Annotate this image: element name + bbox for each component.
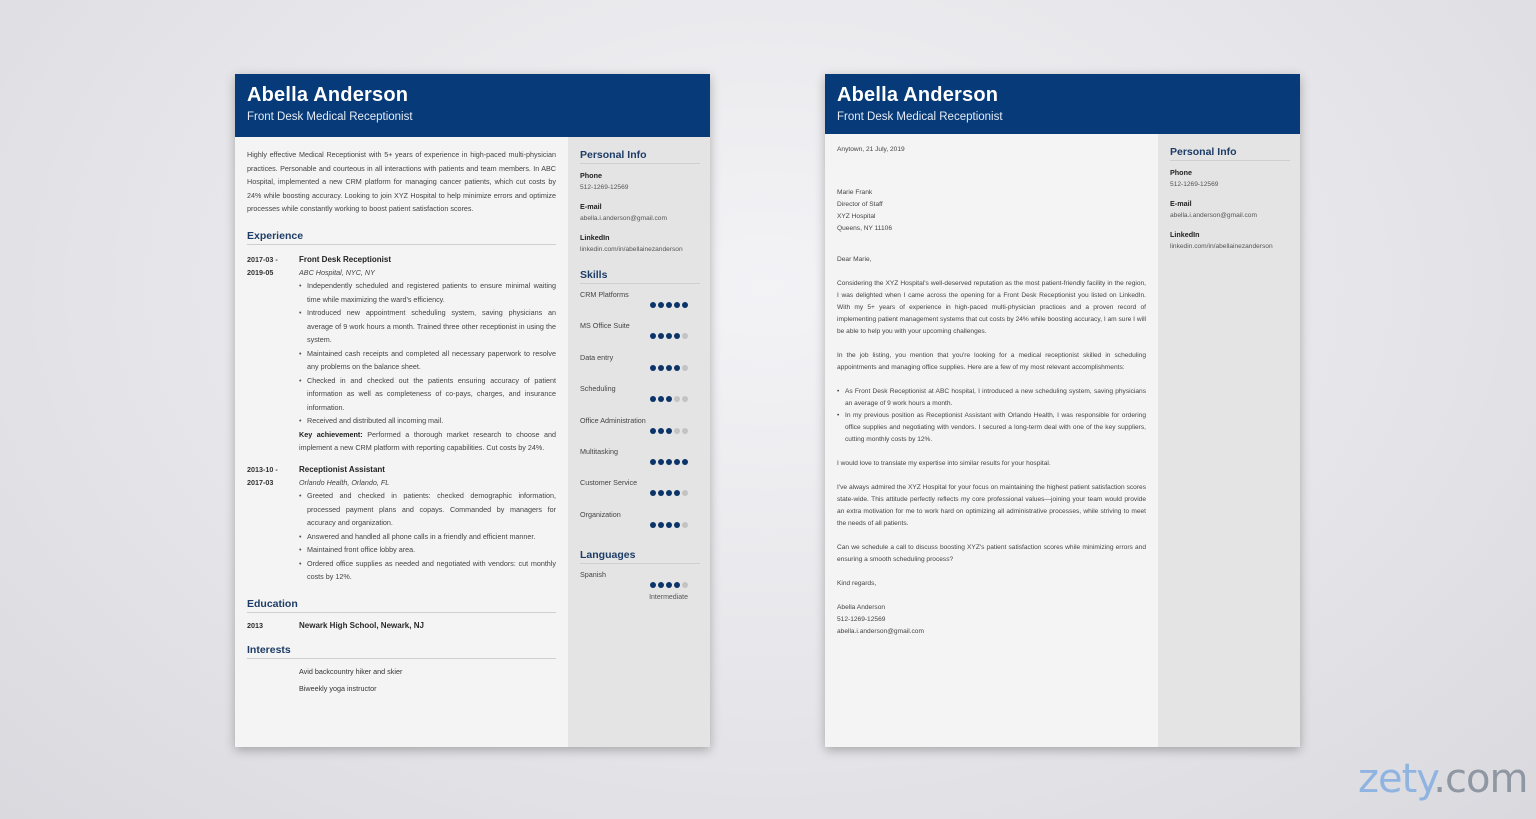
job-bullet: • Received and distributed all incoming mail. xyxy=(299,414,556,428)
skill-name: Organization xyxy=(580,509,621,519)
rating-dot-filled xyxy=(658,365,664,371)
logo-main: zety xyxy=(1358,756,1434,802)
rating-dot-filled xyxy=(650,333,656,339)
rating-dot-filled xyxy=(682,302,688,308)
zety-logo xyxy=(1358,756,1527,802)
rating-dot-filled xyxy=(650,522,656,528)
letter-paragraph: I've always admired the XYZ Hospital for your focus on maintaining the highest patient satisfaction scores state-wide. This attitude perfectly reflects my core professional values—joining your team would provide an extra motivation for me to work hard on optimizing all administrative processes, while striving to meet the needs of all patients. xyxy=(837,484,1146,527)
skill-rating xyxy=(650,582,688,588)
rating-dot-filled xyxy=(666,490,672,496)
resume-main xyxy=(247,148,556,697)
skill-item xyxy=(580,510,700,541)
rating-dot-filled xyxy=(658,302,664,308)
language-name: Spanish xyxy=(580,570,606,580)
letter-bullet: • As Front Desk Receptionist at ABC hospital, I introduced a new scheduling system, saving physicians an average of 9 work hours a month. xyxy=(837,386,1146,410)
email-label: E-mail xyxy=(1170,199,1192,208)
job-bullets xyxy=(299,489,556,584)
rating-dot-filled xyxy=(650,302,656,308)
interest-item: Avid backcountry hiker and skier xyxy=(299,666,403,676)
email-label: E-mail xyxy=(580,202,602,211)
logo-suffix: .com xyxy=(1433,756,1528,802)
skill-item xyxy=(580,353,700,384)
skill-name: Scheduling xyxy=(580,384,616,394)
job-bullet: • Maintained cash receipts and completed all necessary paperwork to resolve any problems on the balance sheet. xyxy=(299,347,556,374)
key-achievement-text: Performed a thorough market research to choose and implement a new CRM platform with reporting capabilities. Cut costs by 24%. xyxy=(299,429,557,452)
job-date-end: 2017-03 xyxy=(247,478,274,487)
job-bullets xyxy=(299,279,556,428)
rating-dot-empty xyxy=(674,396,680,402)
education-year: 2013 xyxy=(247,620,263,630)
rating-dot-empty xyxy=(682,365,688,371)
rating-dot-empty xyxy=(682,428,688,434)
rating-dot-filled xyxy=(674,365,680,371)
signature-name: Abella Anderson xyxy=(837,604,886,611)
rating-dot-filled xyxy=(650,428,656,434)
skill-name: MS Office Suite xyxy=(580,321,630,331)
experience-heading: Experience xyxy=(247,230,556,245)
email-value: abella.i.anderson@gmail.com xyxy=(580,215,667,222)
skill-rating xyxy=(650,490,688,496)
rating-dot-filled xyxy=(666,396,672,402)
key-achievement xyxy=(299,428,556,455)
skills-heading: Skills xyxy=(580,269,700,284)
interests-list xyxy=(247,663,556,697)
skill-item xyxy=(580,290,700,321)
skill-name: Multitasking xyxy=(580,446,618,456)
letter-closing: Kind regards, xyxy=(837,580,877,587)
rating-dot-empty xyxy=(674,428,680,434)
rating-dot-filled xyxy=(658,490,664,496)
resume-document xyxy=(235,74,710,747)
job-title: Front Desk Receptionist xyxy=(299,254,392,264)
skill-rating xyxy=(650,428,688,434)
rating-dot-filled xyxy=(666,365,672,371)
rating-dot-filled xyxy=(674,522,680,528)
skill-name: CRM Platforms xyxy=(580,290,629,299)
rating-dot-filled xyxy=(650,490,656,496)
skill-rating xyxy=(650,522,688,528)
skill-name: Office Administration xyxy=(580,415,646,425)
rating-dot-filled xyxy=(674,333,680,339)
rating-dot-filled xyxy=(674,459,680,465)
job-bullet: • Maintained front office lobby area. xyxy=(299,543,556,557)
skill-rating xyxy=(650,333,688,339)
job-bullet: • Greeted and checked in patients: checked demographic information, processed payment plans and copays. Commanded by managers for accuracy and organization. xyxy=(299,489,556,530)
letter-date: Anytown, 21 July, 2019 xyxy=(837,146,905,153)
job-bullet: • Ordered office supplies as needed and negotiated with vendors: cut monthly costs by 12%. xyxy=(299,557,556,584)
rating-dot-filled xyxy=(682,459,688,465)
rating-dot-filled xyxy=(650,459,656,465)
skill-item xyxy=(580,321,700,352)
phone-value: 512-1269-12569 xyxy=(1170,181,1219,188)
signature-email: abella.i.anderson@gmail.com xyxy=(837,628,924,635)
rating-dot-filled xyxy=(666,522,672,528)
education-heading: Education xyxy=(247,598,556,613)
rating-dot-filled xyxy=(666,582,672,588)
rating-dot-filled xyxy=(650,582,656,588)
rating-dot-filled xyxy=(674,302,680,308)
skill-rating xyxy=(650,365,688,371)
skill-rating xyxy=(650,396,688,402)
rating-dot-filled xyxy=(658,522,664,528)
resume-summary: Highly effective Medical Receptionist with 5+ years of experience in high-paced multi-physician practices. Personable and courteous in all interactions with patients and team members. In ABC Hospital, implemented a new CRM platform for managing cancer patients, which cut costs by 24% while boosting accuracy. Looking to join XYZ Hospital to help minimize errors and optimize processes while constantly working to boost patient satisfaction scores. xyxy=(247,150,556,213)
languages-heading: Languages xyxy=(580,549,700,564)
letter-header xyxy=(825,74,1300,134)
job-bullet: • Checked in and checked out the patients ensuring accuracy of patient information as well as completeness of co-pays, charges, and insurance information. xyxy=(299,374,556,415)
cover-letter-document xyxy=(825,74,1300,747)
recipient-line: Director of Staff xyxy=(837,201,883,208)
letter-role: Front Desk Medical Receptionist xyxy=(837,111,1003,123)
language-level: Intermediate xyxy=(649,594,688,602)
rating-dot-filled xyxy=(674,490,680,496)
job-entry xyxy=(247,253,556,455)
letter-greeting: Dear Marie, xyxy=(837,256,872,263)
job-date-start: 2017-03 - xyxy=(247,254,278,264)
skill-rating xyxy=(650,459,688,465)
education-school: Newark High School, Newark, NJ xyxy=(299,620,424,630)
letter-name: Abella Anderson xyxy=(837,84,999,106)
skill-name: Customer Service xyxy=(580,478,638,488)
resume-header xyxy=(235,74,710,137)
job-bullet: • Answered and handled all phone calls in a friendly and efficient manner. xyxy=(299,530,556,544)
letter-paragraph: I would love to translate my expertise into similar results for your hospital. xyxy=(837,460,1051,467)
skill-name: Data entry xyxy=(580,352,614,362)
rating-dot-filled xyxy=(650,396,656,402)
job-company: Orlando Health, Orlando, FL xyxy=(299,477,390,487)
job-date-end: 2019-05 xyxy=(247,268,274,277)
rating-dot-filled xyxy=(658,396,664,402)
job-entry xyxy=(247,463,556,584)
letter-bullet: • In my previous position as Receptionist Assistant with Orlando Health, I was responsible for ordering office supplies and negotiating with vendors. I secured a long-term deal with one of the key suppliers, cutting monthly costs by 12%. xyxy=(837,410,1146,446)
key-achievement-label: Key achievement: xyxy=(299,429,363,439)
recipient-line: XYZ Hospital xyxy=(837,213,876,220)
rating-dot-filled xyxy=(658,459,664,465)
job-title: Receptionist Assistant xyxy=(299,464,385,474)
rating-dot-filled xyxy=(674,582,680,588)
letter-paragraph: Can we schedule a call to discuss boosting XYZ's patient satisfaction scores while minimizing errors and ensuring a smooth scheduling process? xyxy=(837,544,1146,563)
personal-info-heading: Personal Info xyxy=(1170,146,1290,161)
skills-list xyxy=(580,290,700,541)
letter-body xyxy=(837,144,1146,638)
rating-dot-filled xyxy=(650,365,656,371)
job-bullet: • Independently scheduled and registered patients to ensure minimal waiting time while maximizing the ward's efficiency. xyxy=(299,279,556,306)
interests-heading: Interests xyxy=(247,644,556,659)
rating-dot-empty xyxy=(682,490,688,496)
linkedin-label: LinkedIn xyxy=(580,233,610,242)
linkedin-value: linkedin.com/in/abellainezanderson xyxy=(1170,243,1273,250)
rating-dot-filled xyxy=(666,459,672,465)
rating-dot-filled xyxy=(658,582,664,588)
rating-dot-empty xyxy=(682,396,688,402)
letter-sidebar xyxy=(1158,134,1300,747)
signature-phone: 512-1269-12569 xyxy=(837,616,886,623)
phone-label: Phone xyxy=(1170,168,1192,177)
linkedin-label: LinkedIn xyxy=(1170,230,1200,239)
resume-name: Abella Anderson xyxy=(247,84,409,106)
letter-bullets xyxy=(837,386,1146,446)
languages-list xyxy=(580,570,700,606)
skill-item xyxy=(580,478,700,509)
job-body xyxy=(299,463,556,584)
job-bullet: • Introduced new appointment scheduling system, saving physicians an average of 9 work hours a month. Trained three other receptionist in using the system. xyxy=(299,306,556,347)
linkedin-value: linkedin.com/in/abellainezanderson xyxy=(580,246,683,253)
rating-dot-filled xyxy=(666,333,672,339)
job-body xyxy=(299,253,556,455)
skill-rating xyxy=(650,302,688,308)
education-entry xyxy=(247,621,556,630)
recipient-line: Marie Frank xyxy=(837,189,873,196)
letter-paragraph: In the job listing, you mention that you're looking for a medical receptionist skilled in scheduling appointments and managing office supplies. Here are a few of my most relevant accomplishments: xyxy=(837,352,1146,371)
rating-dot-filled xyxy=(666,302,672,308)
rating-dot-filled xyxy=(666,428,672,434)
skill-item xyxy=(580,384,700,415)
recipient-line: Queens, NY 11106 xyxy=(837,225,892,232)
rating-dot-empty xyxy=(682,333,688,339)
letter-paragraph: Considering the XYZ Hospital's well-deserved reputation as the most patient-friendly facility in the region, I was delighted when I came across the opening for a Front Desk Receptionist you listed on LinkedIn. With my 5+ years of experience in high-paced multi-physician practices and a proven record of implementing patient management systems that cut costs by 24% while boosting accuracy, I am sure I will be able to help you with your upcoming challenges. xyxy=(837,280,1146,335)
job-dates xyxy=(247,253,299,455)
job-date-start: 2013-10 - xyxy=(247,464,278,474)
email-value: abella.i.anderson@gmail.com xyxy=(1170,212,1257,219)
rating-dot-filled xyxy=(658,333,664,339)
phone-label: Phone xyxy=(580,171,602,180)
job-dates xyxy=(247,463,299,584)
rating-dot-empty xyxy=(682,582,688,588)
language-item xyxy=(580,570,700,606)
personal-info-heading: Personal Info xyxy=(580,149,700,164)
phone-value: 512-1269-12569 xyxy=(580,184,629,191)
rating-dot-filled xyxy=(658,428,664,434)
interest-item: Biweekly yoga instructor xyxy=(299,683,377,693)
rating-dot-empty xyxy=(682,522,688,528)
skill-item xyxy=(580,447,700,478)
resume-role: Front Desk Medical Receptionist xyxy=(247,111,413,123)
skill-item xyxy=(580,416,700,447)
resume-sidebar xyxy=(568,137,710,747)
job-company: ABC Hospital, NYC, NY xyxy=(299,267,375,277)
